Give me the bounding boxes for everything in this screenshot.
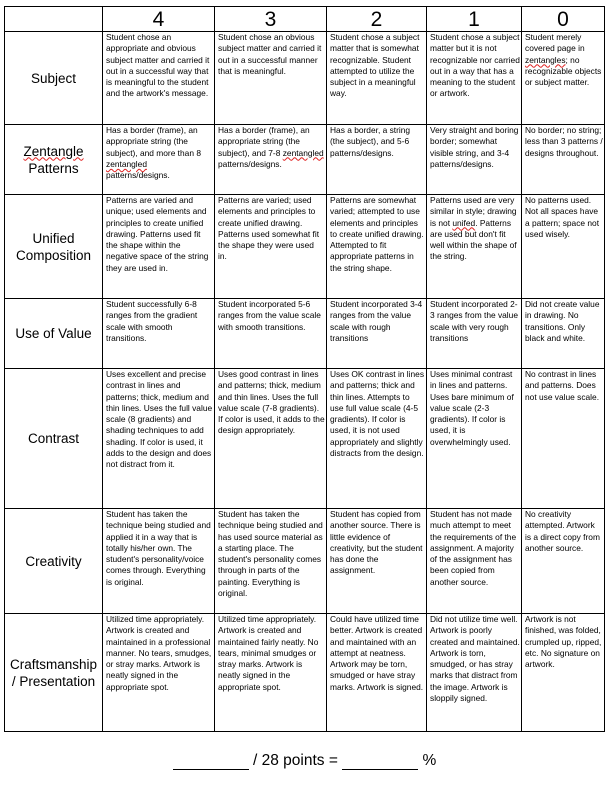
cell-score-0: No patterns used. Not all spaces have a pattern; space not used wisely. bbox=[522, 195, 605, 299]
row-subject bbox=[5, 32, 605, 125]
cell-score-2: Student chose a subject matter that is somewhat recognizable. Student attempted to utilize the subject in a meaningful way. bbox=[327, 32, 427, 125]
points-total-label: / 28 points = bbox=[253, 752, 338, 769]
row-creativity bbox=[5, 509, 605, 614]
cell-score-1: Student incorporated 2-3 ranges from the value scale with very rough transitions bbox=[427, 299, 522, 369]
cell-score-0: Artwork is not finished, was folded, crumpled up, ripped, etc. No signature on artwork. bbox=[522, 614, 605, 732]
cell-score-4: Patterns are varied and unique; used elements and principles to create unified drawing. Patterns used fit the shape within the negative space of the string they are used in. bbox=[103, 195, 215, 299]
cell-score-2: Uses OK contrast in lines and patterns; thick and thin lines. Attempts to use full value scale (4-5 gradients). If color is used, it is not used appropriately and slightly distracts from the design. bbox=[327, 369, 427, 509]
cell-score-3: Student chose an obvious subject matter and carried it out in a successful manner that is meaningful. bbox=[215, 32, 327, 125]
cell-score-2: Patterns are somewhat varied; attempted to use elements and principles to create unified drawing. Attempted to fit appropriate patterns in the string shape. bbox=[327, 195, 427, 299]
header-score-1: 1 bbox=[427, 7, 522, 32]
row-use-of-value bbox=[5, 299, 605, 369]
cell-score-1: Student chose a subject matter but it is not recognizable nor carried out in a way that has a meaning to the student or artwork. bbox=[427, 32, 522, 125]
points-blank[interactable] bbox=[173, 754, 249, 770]
cell-score-2: Could have utilized time better. Artwork is created and maintained with an attempt at neatness. Artwork may be torn, smudged or have stray marks. Artwork is signed. bbox=[327, 614, 427, 732]
cell-score-3: Utilized time appropriately. Artwork is created and maintained fairly neatly. No tears, minimal smudges or stray marks. Artwork is neatly signed in the appropriate spot. bbox=[215, 614, 327, 732]
criterion-zentangle-patterns: Zentangle Patterns bbox=[5, 125, 103, 195]
row-contrast bbox=[5, 369, 605, 509]
cell-score-4: Has a border (frame), an appropriate string (the subject), and more than 8 zentangled patterns/designs. bbox=[103, 125, 215, 195]
percent-blank[interactable] bbox=[342, 754, 418, 770]
cell-score-3: Uses good contrast in lines and patterns; thick, medium and thin lines. Uses the full value scale (7-8 gradients). If color is used, it adds to the design appropriately. bbox=[215, 369, 327, 509]
cell-score-0: Did not create value in drawing. No transitions. Only black and white. bbox=[522, 299, 605, 369]
cell-score-1: Patterns used are very similar in style; drawing is not unifed. Patterns are used but don't fit well within the shape of the string. bbox=[427, 195, 522, 299]
criterion-contrast: Contrast bbox=[5, 369, 103, 509]
cell-score-3: Has a border (frame), an appropriate string (the subject), and 7-8 zentangled patterns/designs. bbox=[215, 125, 327, 195]
cell-score-3: Patterns are varied; used elements and principles to create unified drawing. Patterns used somewhat fit the shape they were used in. bbox=[215, 195, 327, 299]
cell-score-0: No contrast in lines and patterns. Does not use value scale. bbox=[522, 369, 605, 509]
header-score-3: 3 bbox=[215, 7, 327, 32]
cell-score-1: Student has not made much attempt to meet the requirements of the assignment. A majority of the assignment has been copied from another source. bbox=[427, 509, 522, 614]
header-corner bbox=[5, 7, 103, 32]
cell-score-0: No creativity attempted. Artwork is a direct copy from another source. bbox=[522, 509, 605, 614]
criterion-unified-composition: Unified Composition bbox=[5, 195, 103, 299]
cell-score-1: Uses minimal contrast in lines and patterns. Uses bare minimum of value scale (2-3 gradients). If color is used, it is overwhelmingly used. bbox=[427, 369, 522, 509]
cell-score-2: Student incorporated 3-4 ranges from the value scale with rough transitions bbox=[327, 299, 427, 369]
percent-symbol: % bbox=[422, 752, 437, 769]
cell-score-4: Uses excellent and precise contrast in lines and patterns; thick, medium and thin lines. Uses the full value scale (8 gradients) and shading techniques to add shading. If color is used, it adds to the design and does not distract from it. bbox=[103, 369, 215, 509]
criterion-creativity: Creativity bbox=[5, 509, 103, 614]
header-score-2: 2 bbox=[327, 7, 427, 32]
cell-score-4: Utilized time appropriately. Artwork is created and maintained in a professional manner. No tears, smudges, or stray marks. Artwork is neatly signed in the appropriate spot. bbox=[103, 614, 215, 732]
cell-score-3: Student incorporated 5-6 ranges from the value scale with smooth transitions. bbox=[215, 299, 327, 369]
cell-score-2: Has a border, a string (the subject), and 5-6 patterns/designs. bbox=[327, 125, 427, 195]
cell-score-1: Very straight and boring border; somewhat visible string, and 3-4 patterns/designs. bbox=[427, 125, 522, 195]
score-footer bbox=[0, 752, 609, 770]
row-unified-composition bbox=[5, 195, 605, 299]
cell-score-2: Student has copied from another source. There is little evidence of creativity, but the student has done the assignment. bbox=[327, 509, 427, 614]
criterion-craftsmanship-presentation: Craftsmanship / Presentation bbox=[5, 614, 103, 732]
cell-score-0: No border; no string; less than 3 patterns / designs throughout. bbox=[522, 125, 605, 195]
cell-score-3: Student has taken the technique being studied and has used source material as a starting place. The student's personality comes through in parts of the painting. Everything is original. bbox=[215, 509, 327, 614]
rubric-table bbox=[4, 6, 605, 732]
row-craftsmanship-presentation bbox=[5, 614, 605, 732]
cell-score-4: Student chose an appropriate and obvious subject matter and carried it out in a successful way that is meaningful to the student and the artwork's message. bbox=[103, 32, 215, 125]
criterion-subject: Subject bbox=[5, 32, 103, 125]
header-score-4: 4 bbox=[103, 7, 215, 32]
header-score-0: 0 bbox=[522, 7, 605, 32]
header-row bbox=[5, 7, 605, 32]
cell-score-0: Student merely covered page in zentangles; no recognizable objects or subject matter. bbox=[522, 32, 605, 125]
row-zentangle-patterns bbox=[5, 125, 605, 195]
criterion-use-of-value: Use of Value bbox=[5, 299, 103, 369]
cell-score-4: Student successfully 6-8 ranges from the gradient scale with smooth transitions. bbox=[103, 299, 215, 369]
cell-score-4: Student has taken the technique being studied and applied it in a way that is totally his/her own. The student's personality/voice comes through. Everything is original. bbox=[103, 509, 215, 614]
cell-score-1: Did not utilize time well. Artwork is poorly created and maintained. Artwork is torn, smudged, or has stray marks that distract from the image. Artwork is sloppily signed. bbox=[427, 614, 522, 732]
